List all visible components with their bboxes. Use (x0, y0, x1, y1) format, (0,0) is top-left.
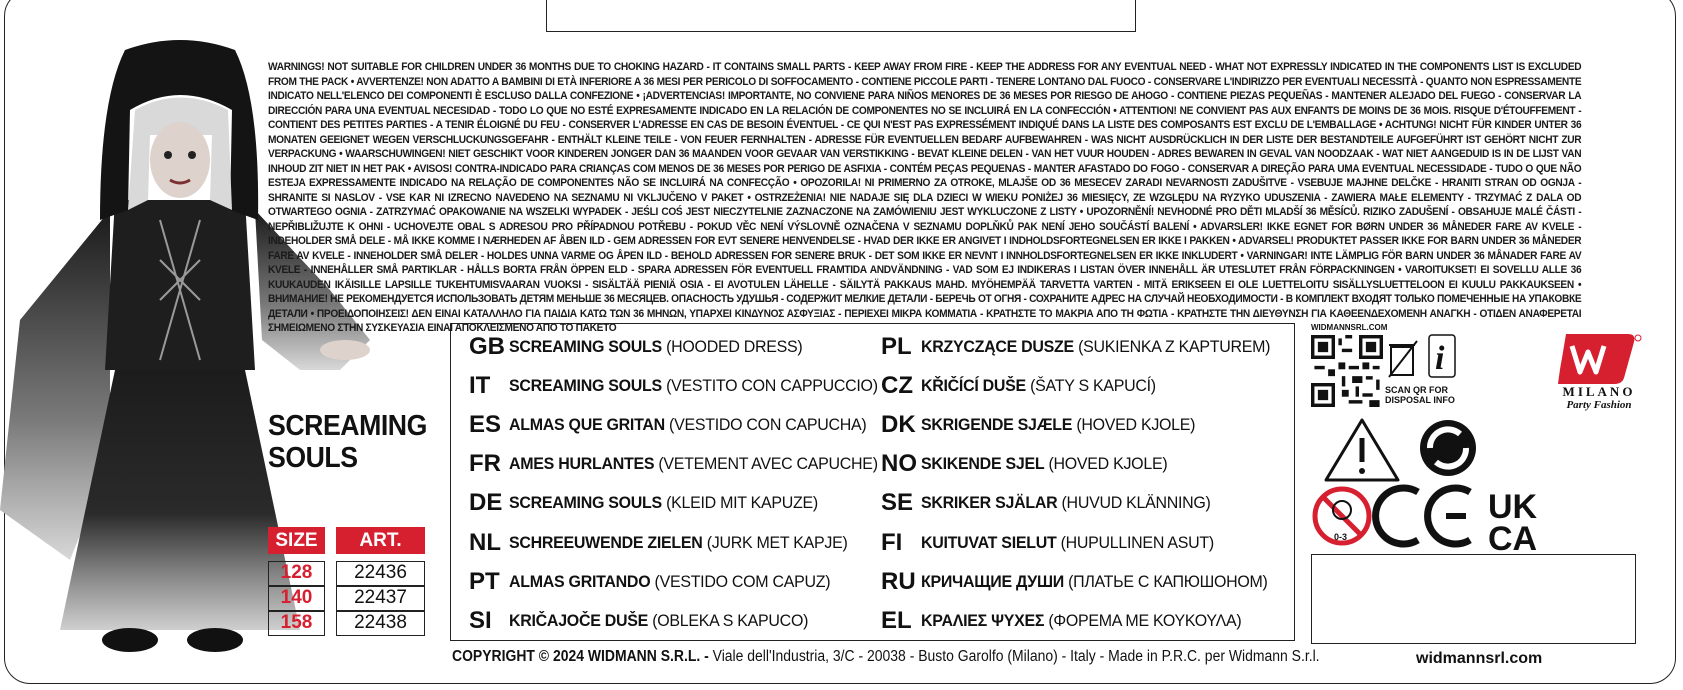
product-name: KUITUVAT SIELUT (HUPULLINEN ASUT) (921, 533, 1214, 552)
brand-text (1556, 385, 1642, 411)
ukca-mark-icon (1488, 488, 1538, 558)
lang-code: IT (469, 372, 491, 399)
qr-code-icon[interactable] (1311, 335, 1383, 407)
warning-triangle-icon (1326, 420, 1398, 480)
name-row-it (469, 371, 901, 401)
lang-code: SE (881, 489, 914, 516)
lang-code: GB (469, 333, 505, 360)
name-row-de (469, 488, 838, 518)
translated-names-box (450, 323, 1295, 641)
product-name: KRZYCZĄCE DUSZE (SUKIENKA Z KAPTUREM) (921, 337, 1271, 356)
name-row-fi (881, 528, 1233, 558)
face (150, 122, 210, 198)
lang-code: FR (469, 450, 501, 477)
lang-code: ES (469, 411, 502, 438)
copyright-line: COPYRIGHT © 2024 WIDMANN S.R.L. - Viale dell'Industria, 3/C - 20038 - Busto Garolfo (Milano) - Italy - Made in P.R.C. per Widmann S.r.l. (452, 648, 1320, 665)
safety-warnings-text: WARNINGS! NOT SUITABLE FOR CHILDREN UNDER 36 MONTHS DUE TO CHOKING HAZARD - IT CONTAINS SMALL PARTS - KEEP AWAY FROM FIRE - KEEP THE ADDRESS FOR ANY EVENTUAL NEED - WHAT NOT EXPRESSLY INDICATED IN THE COMPONENTS LIST IS EXCLUDED FROM THE PACK • AVVERTENZE! NON ADATTO A BAMBINI DI ETÀ INFERIORE A 36 MESI PER PERICOLO DI SOFFOCAMENTO - CONTIENE PICCOLE PARTI - TENERE LONTANO DAL FUOCO - CONSERVARE L'INDIRIZZO PER EVENTUALI NECESSITÀ - QUANTO NON ESPRESSAMENTE INDICATO NELL'ELENCO DEI COMPONENTI È ESCLUSO DALLA CONFEZIONE • ¡ADVERTENCIAS! IMPORTANTE, NO CONVIENE PARA NIÑOS MENORES DE 36 MESES POR RIESGO DE AHOGO - CONTIENE PIEZAS PEQUEÑAS - MANTENER ALEJADO DEL FUEGO - CONSERVAR LA DIRECCIÓN PARA UNA EVENTUAL NECESIDAD - TODO LO QUE NO ESTÉ EXPRESAMENTE INDICADO EN LA RELACIÓN DE COMPONENTES NO SE INCLUIRÁ EN LA CONFECCIÓN • ATTENTION! NE CONVIENT PAS AUX ENFANTS DE MOINS DE 36 MOIS. RISQUE D'ÉTOUFFEMENT - CONTIENT DES PETITES PARTIES - A TENIR ÉLOIGNÉ DU FEU - CONSERVER L'ADRESSE EN CAS DE BESOIN ÉVENTUEL - CE QUI N'EST PAS EXPRESSÉMENT INDIQUÉ DANS LA LISTE DES COMPOSANTS EST EXCLU DE L'EMBALLAGE • ACHTUNG! NICHT FÜR KINDER UNTER 36 MONATEN GEEIGNET WEGEN VERSCHLUCKUNGSGEFAHR - ENTHÄLT KLEINE TEILE - VON FEUER FERNHALTEN - ADRESSE FÜR EVENTUELLEN BEDARF AUFBEWAHREN - WAS NICHT AUSDRÜCKLICH IN DER LISTE DER BESTANDTEILE AUFGEFÜHRT IST GEHÖRT NICHT ZUR VERPACKUNG • WAARSCHUWINGEN! NIET GESCHIKT VOOR KINDEREN JONGER DAN 36 MAANDEN VOOR GEVAAR VAN VERSTIKKING - BEVAT KLEINE DELEN - VAN HET VUUR HOUDEN - ADRES BEWAREN IN GEVAL VAN NOODZAAK - WAT NIET AANGEDUID IS IN DE LIJST VAN INHOUD ZIT NIET IN HET PAK • AVISOS! CONTRA-INDICADO PARA CRIANÇAS COM MENOS DE 36 MESES POR PERIGO DE ASFIXIA - CONTÉM PEÇAS PEQUENAS - MANTER AFASTADO DO FOGO - CONSERVAR A DIREÇÃO PARA UMA EVENTUAL NECESSIDADE - TUDO O QUE NÃO ESTEJA EXPRESSAMENTE INDICADO NA RELAÇÃO DE COMPONENTES NÃO SE INCLUIRÁ NA CONFECÇÃO • OPOZORILA! NI PRIMERNO ZA OTROKE, MLAJŠE OD 36 MESECEV ZARADI NEVARNOSTI ZADUŠITVE - VSEBUJE MAJHNE DELČKE - HRANITI STRAN OD OGNJA - SHRANITE SI NASLOV - VSE KAR NI IZRECNO NAVEDENO NA SEZNAMU NI VKLJUČENO V PAKET • OSTRZEŻENIA! NIE NADAJE SIĘ DLA DZIECI W WIEKU PONIŻEJ 36 MIESIĘCY, ZE WZGLĘDU NA RYZYKO UDUSZENIA - ZAWIERA MAŁE ELEMENTY - TRZYMAĆ Z DALA OD OTWARTEGO OGNIA - ZATRZYMAĆ OPAKOWANIE NA WSZELKI WYPADEK - JEŚLI COŚ JEST NIECZYTELNIE ZAZNACZONE NA ZAMÓWIENIU JEST WYKLUCZONE Z LISTY • UPOZORNĚNÍ! NEVHODNÉ PRO DĚTI MLADŠÍ 36 MĚSÍCŮ. RIZIKO ZADUŠENÍ - OBSAHUJE MALÉ ČÁSTI - NEPŘIBLIŽUJTE K OHNI - UCHOVEJTE OBAL S ADRESOU PRO PŘÍPADNOU POTŘEBU - POKUD VĚC NENÍ VÝSLOVNĚ OZNAČENA V SEZNAMU DOPLŇKŮ PAK NENÍ JEHO SOUČÁSTÍ BALENÍ • ADVARSLER! IKKE EGNET FOR BØRN UNDER 36 MÅNEDER FARE AV KVELE - INDEHOLDER SMÅ DELE - MÅ IKKE KOMME I NÆRHEDEN AF ÅBEN ILD - GEM ADRESSEN FOR EVT SENERE HENVENDELSE - HVAD DER IKKE ER ANGIVET I INDHOLDSFORTEGNELSEN ER IKKE I PAKKEN • ADVARSEL! PRODUKTET PASSER IKKE FOR BARN UNDER 36 MÅNEDER FARE AV KVELE - INNEHOLDER SMÅ DELER - HOLDES UNNA VARME OG ÅPEN ILD - BEHOLD ADRESSEN FOR SENERE BRUK - DET SOM IKKE ER NEVNT I INNHOLDSFORTEGNELSEN ER IKKE INKLUDERT • VARNINGAR! INTE LÄMPLIG FÖR BARN UNDER 36 MÅNADER FARE AV KVELE - INNEHÅLLER SMÅ PARTIKLAR - HÅLLS BORTA FRÅN ÖPPEN ELD - SPARA ADRESSEN FÖR EVENTUELL FRAMTIDA ANDVÄNDNING - VAD SOM EJ INDIKERAS I LISTAN ÖVER INNEHÅLL ÄR UTESLUTET FRÅN FÖRPACKNINGEN • VAROITUKSET! EI SOVELLU ALLE 36 KUUKAUDEN IKÄISILLE LAPSILLE TUKEHTUMISVAARAN VUOKSI - SISÄLTÄÄ PIENIÄ OSIA - EI AVOTULEN LÄHELLE - SÄILYTÄ PAKKAUS MAHD. MYÖHEMPÄÄ TARVETTA VARTEN - MITÄ ERIKSEEN EI OLE LUETTELOITU SISÄLLYSLUETTELOON EI KUULU PAKKAUKSEEN • ВНИМАНИЕ! НЕ РЕКОМЕНДУЕТСЯ ИСПОЛЬЗОВАТЬ ДЕТЯМ МЕНЬШЕ 36 МЕСЯЦЕВ. ОПАСНОСТЬ УДУШЬЯ - СОДЕРЖИТ МЕЛКИЕ ДЕТАЛИ - БЕРЕЧЬ ОТ ОГНЯ - СОХРАНИТЕ АДРЕС НА СЛУЧАЙ НЕОБХОДИМОСТИ - В КОМПЛЕКТ ВХОДЯТ ТОЛЬКО ПОМЕЧЕННЫЕ НА УПАКОВКЕ ДЕТАЛИ • ΠΡΟΕΙΔΟΠΟΙΗΣΕΙΣ! ΔΕΝ ΕΙΝΑΙ ΚΑΤΑΛΛΗΛΟ ΓΙΑ ΠΑΙΔΙΑ ΚΑΤΩ ΤΩΝ 36 ΜΗΝΩΝ, ΥΠΑΡΧΕΙ ΚΙΝΔΥΝΟΣ ΑΣΦΥΞΙΑΣ - ΠΕΡΙΕΧΕΙ ΜΙΚΡΑ ΚΟΜΜΑΤΙΑ - ΚΡΑΤΗΣΤΕ ΤΟ ΜΑΚΡΙΑ ΑΠΟ ΤΗ ΦΩΤΙΑ - ΚΡΑΤΗΣΤΕ ΤΗΝ ΔΙΕΥΘΥΝΣΗ ΓΙΑ ΚΑΘΕΕΝΔΕΧΟΜΕΝΗ ΑΝΑΓΚΗ - ΟΤΙΔΕΝ ΑΝΑΦΕΡΕΤΑΙ ΣΗΜΕΙΩΜΕΝΟ ΣΤΗΝ ΣΥΣΚΕΥΑΣΙΑ ΕΙΝΑΙ ΑΠΟΚΛΕΙΣΜΕΝΟ ΑΠΟ ΤΟ ΠΑΚΕΤΟ (268, 61, 1582, 334)
product-name: KRIČAJOČE DUŠE (OBLEKA S KAPUCO) (509, 611, 809, 630)
bodice (105, 200, 255, 370)
svg-text:i: i (1435, 340, 1445, 377)
size-cell: 140 (268, 586, 325, 611)
name-row-pt (469, 567, 851, 597)
disposal-caption: SCAN QR FOR DISPOSAL INFO (1385, 385, 1455, 405)
age-label: 0-3 (1334, 532, 1348, 542)
art-cell: 22438 (336, 611, 425, 636)
lang-code: NO (881, 450, 917, 477)
name-row-fr (469, 449, 901, 479)
lang-code: RU (881, 568, 916, 595)
lang-code: PT (469, 568, 500, 595)
age-restriction-icon (1315, 489, 1369, 543)
qr-url-label: WIDMANNSRL.COM (1311, 323, 1388, 332)
product-name: SCHREEUWENDE ZIELEN (JURK MET KAPJE) (509, 533, 848, 552)
name-row-nl (469, 528, 869, 558)
svg-text:CA: CA (1488, 520, 1538, 558)
name-row-es (469, 410, 889, 440)
product-name: ΚΡΑΛΙΕΣ ΨΥΧΕΣ (ΦΟΡΕΜΑ ΜΕ ΚΟΥΚΟΥΛΑ) (921, 611, 1242, 630)
product-name: КРИЧАЩИЕ ДУШИ (ПЛАТЬЕ С КАПЮШОНОМ) (921, 572, 1268, 591)
art-cell: 22436 (336, 561, 425, 586)
name-row-dk (881, 410, 1213, 440)
product-name: SKRIKER SJÄLAR (HUVUD KLÄNNING) (921, 493, 1211, 512)
product-name: KŘIČÍCÍ DUŠE (ŠATY S KAPUCÍ) (921, 376, 1156, 395)
art-header: ART. (336, 527, 425, 554)
top-label-box (546, 0, 1136, 32)
product-name: SKRIGENDE SJÆLE (HOVED KJOLE) (921, 415, 1196, 434)
regulatory-marks (1310, 416, 1640, 556)
lang-code: DK (881, 411, 916, 438)
art-cell: 22437 (336, 586, 425, 611)
product-title (268, 410, 434, 474)
ce-mark-icon (1376, 488, 1470, 544)
product-name: SKIKENDE SJEL (HOVED KJOLE) (921, 454, 1168, 473)
size-header: SIZE (268, 527, 325, 554)
recycle-green-dot-icon (1420, 420, 1476, 476)
name-row-se (881, 488, 1229, 518)
lang-code: EL (881, 607, 912, 634)
product-name: SCREAMING SOULS (VESTITO CON CAPPUCCIO) (509, 376, 878, 395)
widmann-logo-icon (1558, 328, 1642, 384)
name-row-no (881, 449, 1183, 479)
name-row-ru (881, 567, 1290, 597)
product-name: ALMAS QUE GRITAN (VESTIDO CON CAPUCHA) (509, 415, 867, 434)
lang-code: CZ (881, 372, 913, 399)
blank-label-box (1311, 554, 1636, 644)
brand-city: MILANO (1562, 384, 1636, 399)
product-name: SCREAMING SOULS (KLEID MIT KAPUZE) (509, 493, 818, 512)
lang-code: FI (881, 529, 903, 556)
name-row-el (881, 606, 1262, 636)
name-row-gb (469, 332, 821, 362)
product-name: ALMAS GRITANDO (VESTIDO COM CAPUZ) (509, 572, 831, 591)
name-row-si (469, 606, 827, 636)
product-title-line1: SCREAMING (268, 410, 427, 442)
name-row-cz (881, 371, 1171, 401)
product-name: AMES HURLANTES (VETEMENT AVEC CAPUCHE) (509, 454, 878, 473)
product-title-line2: SOULS (268, 442, 358, 474)
size-cell: 128 (268, 561, 325, 586)
name-row-pl (881, 332, 1292, 362)
qr-disposal-block (1311, 323, 1495, 410)
svg-text:UK: UK (1488, 488, 1538, 526)
website-link[interactable]: widmannsrl.com (1416, 650, 1543, 667)
lang-code: SI (469, 607, 492, 634)
lang-code: PL (881, 333, 912, 360)
brand-tagline: Party Fashion (1566, 399, 1632, 411)
size-cell: 158 (268, 611, 325, 636)
lang-code: DE (469, 489, 503, 516)
recycle-bin-icon (1387, 333, 1459, 381)
lang-code: NL (469, 529, 501, 556)
product-name: SCREAMING SOULS (HOODED DRESS) (509, 337, 803, 356)
